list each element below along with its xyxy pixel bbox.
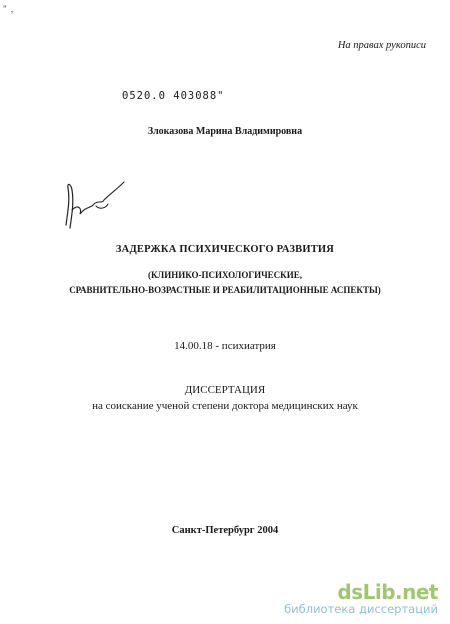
dissertation-subtitle-line-2: СРАВНИТЕЛЬНО-ВОЗРАСТНЫЕ И РЕАБИЛИТАЦИОННЫЕ АСПЕКТЫ) (69, 285, 381, 295)
dissertation-subtitle-line-1: (КЛИНИКО-ПСИХОЛОГИЧЕСКИЕ, (148, 270, 302, 280)
author-name: Злоказова Марина Владимировна (147, 126, 303, 137)
dslib-watermark-logo: dsLib.net (337, 580, 438, 604)
document-code: 0520.0 403088" (122, 90, 225, 102)
place-and-year: Санкт-Петербург 2004 (171, 525, 279, 536)
handwritten-signature (58, 170, 138, 240)
document-type: ДИССЕРТАЦИЯ (184, 384, 266, 396)
dslib-watermark-subtitle: библиотека диссертаций (284, 602, 438, 616)
corner-mark: " , (3, 4, 15, 14)
manuscript-rights-label: На правах рукописи (337, 40, 426, 51)
specialty-code: 14.00.18 - психиатрия (174, 340, 276, 352)
degree-purpose: на соискание ученой степени доктора медицинских наук (92, 400, 358, 412)
dissertation-title: ЗАДЕРЖКА ПСИХИЧЕСКОГО РАЗВИТИЯ (115, 244, 335, 255)
